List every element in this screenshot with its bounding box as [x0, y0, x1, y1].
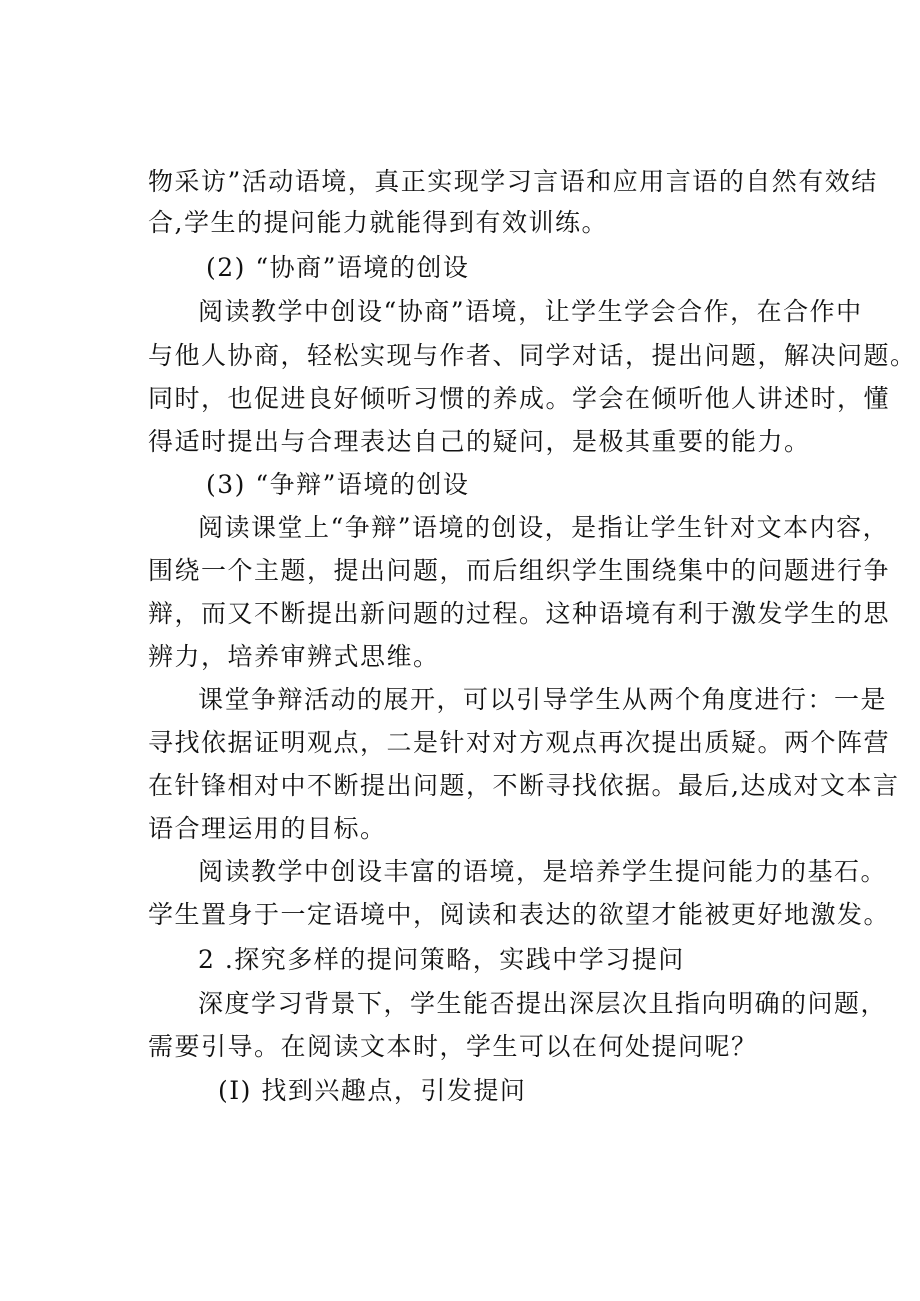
text-line-2: 合,学生的提问能力就能得到有效训练。: [148, 208, 608, 237]
text-line-18: 学生置身于一定语境中，阅读和表达的欲望才能被更好地激发。: [148, 900, 891, 929]
section-heading-i: (I) 找到兴趣点，引发提问: [218, 1076, 527, 1105]
text-line-21: 需要引导。在阅读文本时，学生可以在何处提问呢？: [148, 1032, 758, 1061]
text-line-5: 与他人协商，轻松实现与作者、同学对话，提出问题，解决问题。: [148, 341, 917, 370]
text-line-15: 在针锋相对中不断提出问题，不断寻找依据。最后,达成对文本言: [148, 771, 900, 800]
text-line-11: 辩，而又不断提出新问题的过程。这种语境有利于激发学生的思: [148, 599, 891, 628]
text-line-10: 围绕一个主题，提出问题，而后组织学生围绕集中的问题进行争: [148, 556, 891, 585]
paragraph-start-line: 阅读教学中创设丰富的语境，是培养学生提问能力的基石。: [198, 857, 888, 886]
section-heading-2: (2) “协商”语境的创设: [206, 253, 470, 282]
section-heading-main-2: 2 .探究多样的提问策略，实践中学习提问: [198, 945, 685, 974]
text-line-6: 同时，也促进良好倾听习惯的养成。学会在倾听他人讲述时，懂: [148, 384, 891, 413]
text-line-16: 语合理运用的目标。: [148, 814, 387, 843]
paragraph-start-line: 深度学习背景下，学生能否提出深层次且指向明确的问题，: [198, 989, 888, 1018]
text-line-7: 得适时提出与合理表达自己的疑问，是极其重要的能力。: [148, 427, 811, 456]
text-line-12: 辨力，培养审辨式思维。: [148, 642, 440, 671]
paragraph-start-line: 阅读课堂上“争辩”语境的创设，是指让学生针对文本内容，: [198, 513, 890, 542]
paragraph-start-line: 课堂争辩活动的展开，可以引导学生从两个角度进行：一是: [198, 685, 888, 714]
text-line-1: 物采访”活动语境，真正实现学习言语和应用言语的自然有效结: [148, 167, 878, 196]
paragraph-start-line: 阅读教学中创设“协商”语境，让学生学会合作，在合作中: [198, 297, 863, 326]
section-heading-3: (3) “争辩”语境的创设: [206, 470, 470, 499]
text-line-14: 寻找依据证明观点，二是针对对方观点再次提出质疑。两个阵营: [148, 728, 891, 757]
